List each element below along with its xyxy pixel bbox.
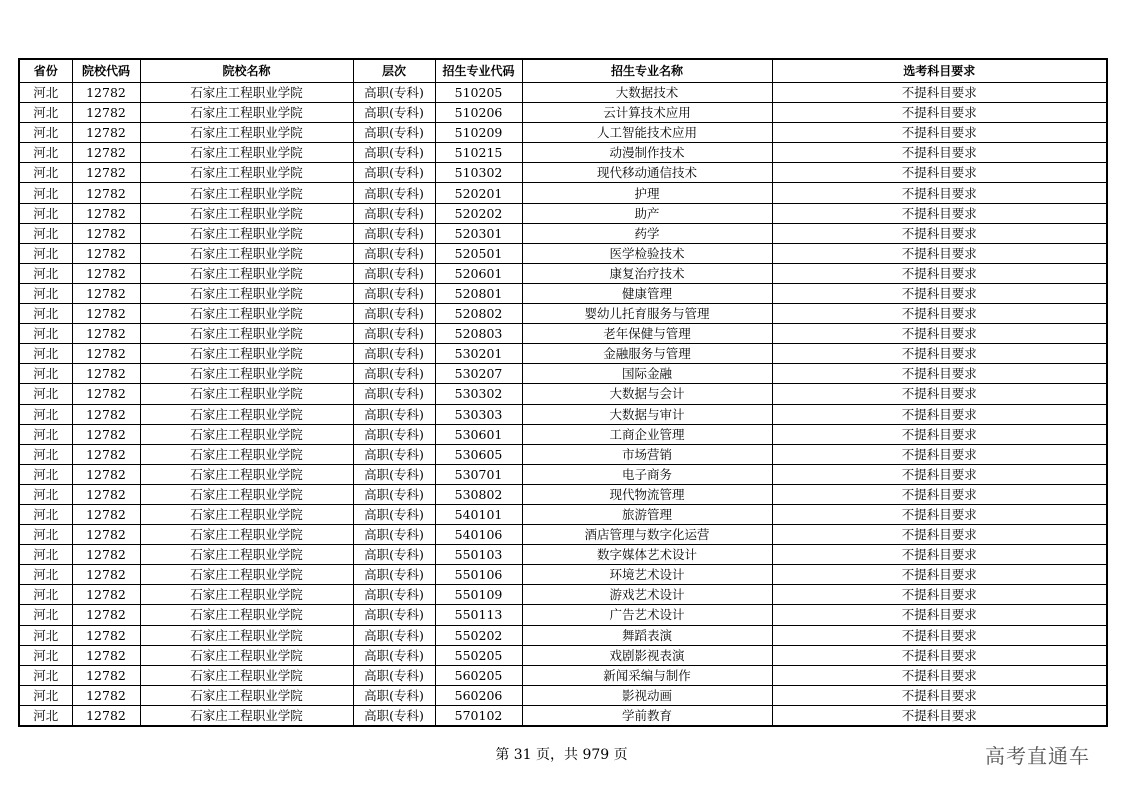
cell-subject-requirement: 不提科目要求 bbox=[772, 665, 1107, 685]
cell-level: 高职(专科) bbox=[353, 444, 435, 464]
cell-major-code: 550109 bbox=[435, 585, 522, 605]
cell-school-name: 石家庄工程职业学院 bbox=[140, 143, 353, 163]
cell-major-name: 影视动画 bbox=[522, 685, 772, 705]
cell-school-name: 石家庄工程职业学院 bbox=[140, 183, 353, 203]
cell-major-name: 健康管理 bbox=[522, 283, 772, 303]
cell-major-code: 510302 bbox=[435, 163, 522, 183]
cell-major-code: 520803 bbox=[435, 324, 522, 344]
cell-level: 高职(专科) bbox=[353, 384, 435, 404]
table-row bbox=[19, 424, 1107, 444]
cell-school-name: 石家庄工程职业学院 bbox=[140, 484, 353, 504]
cell-province: 河北 bbox=[19, 705, 72, 726]
cell-level: 高职(专科) bbox=[353, 645, 435, 665]
cell-subject-requirement: 不提科目要求 bbox=[772, 565, 1107, 585]
cell-level: 高职(专科) bbox=[353, 705, 435, 726]
cell-subject-requirement: 不提科目要求 bbox=[772, 283, 1107, 303]
cell-major-code: 510205 bbox=[435, 83, 522, 103]
cell-subject-requirement: 不提科目要求 bbox=[772, 645, 1107, 665]
cell-subject-requirement: 不提科目要求 bbox=[772, 484, 1107, 504]
table-row bbox=[19, 384, 1107, 404]
cell-level: 高职(专科) bbox=[353, 565, 435, 585]
cell-school-name: 石家庄工程职业学院 bbox=[140, 263, 353, 283]
cell-major-code: 520301 bbox=[435, 223, 522, 243]
cell-school-name: 石家庄工程职业学院 bbox=[140, 444, 353, 464]
cell-subject-requirement: 不提科目要求 bbox=[772, 444, 1107, 464]
cell-school-name: 石家庄工程职业学院 bbox=[140, 384, 353, 404]
cell-subject-requirement: 不提科目要求 bbox=[772, 223, 1107, 243]
cell-province: 河北 bbox=[19, 123, 72, 143]
cell-school-code: 12782 bbox=[72, 625, 140, 645]
cell-school-name: 石家庄工程职业学院 bbox=[140, 163, 353, 183]
table-row bbox=[19, 665, 1107, 685]
cell-major-name: 电子商务 bbox=[522, 464, 772, 484]
table-header-row bbox=[19, 59, 1107, 83]
cell-province: 河北 bbox=[19, 525, 72, 545]
cell-school-name: 石家庄工程职业学院 bbox=[140, 283, 353, 303]
cell-school-name: 石家庄工程职业学院 bbox=[140, 605, 353, 625]
cell-subject-requirement: 不提科目要求 bbox=[772, 384, 1107, 404]
cell-major-name: 动漫制作技术 bbox=[522, 143, 772, 163]
cell-level: 高职(专科) bbox=[353, 585, 435, 605]
cell-province: 河北 bbox=[19, 484, 72, 504]
cell-school-code: 12782 bbox=[72, 645, 140, 665]
cell-level: 高职(专科) bbox=[353, 545, 435, 565]
cell-major-name: 旅游管理 bbox=[522, 504, 772, 524]
cell-province: 河北 bbox=[19, 404, 72, 424]
cell-province: 河北 bbox=[19, 263, 72, 283]
cell-level: 高职(专科) bbox=[353, 685, 435, 705]
cell-level: 高职(专科) bbox=[353, 324, 435, 344]
cell-school-name: 石家庄工程职业学院 bbox=[140, 585, 353, 605]
cell-province: 河北 bbox=[19, 304, 72, 324]
cell-school-name: 石家庄工程职业学院 bbox=[140, 625, 353, 645]
cell-subject-requirement: 不提科目要求 bbox=[772, 143, 1107, 163]
cell-subject-requirement: 不提科目要求 bbox=[772, 404, 1107, 424]
cell-province: 河北 bbox=[19, 163, 72, 183]
cell-school-name: 石家庄工程职业学院 bbox=[140, 705, 353, 726]
cell-province: 河北 bbox=[19, 605, 72, 625]
cell-school-code: 12782 bbox=[72, 143, 140, 163]
cell-major-code: 530302 bbox=[435, 384, 522, 404]
cell-subject-requirement: 不提科目要求 bbox=[772, 504, 1107, 524]
table-row bbox=[19, 404, 1107, 424]
table-row bbox=[19, 324, 1107, 344]
cell-school-code: 12782 bbox=[72, 163, 140, 183]
cell-province: 河北 bbox=[19, 203, 72, 223]
table-row bbox=[19, 364, 1107, 384]
cell-province: 河北 bbox=[19, 565, 72, 585]
cell-major-name: 酒店管理与数字化运营 bbox=[522, 525, 772, 545]
cell-level: 高职(专科) bbox=[353, 243, 435, 263]
cell-school-code: 12782 bbox=[72, 103, 140, 123]
cell-province: 河北 bbox=[19, 243, 72, 263]
cell-school-name: 石家庄工程职业学院 bbox=[140, 304, 353, 324]
cell-level: 高职(专科) bbox=[353, 525, 435, 545]
cell-school-name: 石家庄工程职业学院 bbox=[140, 243, 353, 263]
table-row bbox=[19, 705, 1107, 726]
cell-province: 河北 bbox=[19, 665, 72, 685]
cell-school-code: 12782 bbox=[72, 344, 140, 364]
cell-major-code: 530701 bbox=[435, 464, 522, 484]
cell-subject-requirement: 不提科目要求 bbox=[772, 203, 1107, 223]
cell-subject-requirement: 不提科目要求 bbox=[772, 525, 1107, 545]
cell-level: 高职(专科) bbox=[353, 203, 435, 223]
cell-province: 河北 bbox=[19, 685, 72, 705]
cell-level: 高职(专科) bbox=[353, 223, 435, 243]
cell-province: 河北 bbox=[19, 504, 72, 524]
table-row bbox=[19, 645, 1107, 665]
cell-school-code: 12782 bbox=[72, 525, 140, 545]
header-province: 省份 bbox=[19, 59, 72, 83]
cell-major-name: 广告艺术设计 bbox=[522, 605, 772, 625]
cell-major-code: 550113 bbox=[435, 605, 522, 625]
header-major-code: 招生专业代码 bbox=[435, 59, 522, 83]
cell-school-name: 石家庄工程职业学院 bbox=[140, 504, 353, 524]
table-row bbox=[19, 464, 1107, 484]
cell-subject-requirement: 不提科目要求 bbox=[772, 183, 1107, 203]
cell-subject-requirement: 不提科目要求 bbox=[772, 464, 1107, 484]
table-row bbox=[19, 304, 1107, 324]
cell-school-name: 石家庄工程职业学院 bbox=[140, 464, 353, 484]
cell-subject-requirement: 不提科目要求 bbox=[772, 364, 1107, 384]
cell-major-code: 550202 bbox=[435, 625, 522, 645]
page-number: 第 31 页，共 979 页 bbox=[495, 747, 628, 763]
cell-school-name: 石家庄工程职业学院 bbox=[140, 344, 353, 364]
cell-major-code: 570102 bbox=[435, 705, 522, 726]
cell-major-code: 520802 bbox=[435, 304, 522, 324]
cell-school-code: 12782 bbox=[72, 183, 140, 203]
cell-province: 河北 bbox=[19, 143, 72, 163]
cell-level: 高职(专科) bbox=[353, 263, 435, 283]
cell-school-code: 12782 bbox=[72, 585, 140, 605]
cell-province: 河北 bbox=[19, 83, 72, 103]
cell-major-code: 550205 bbox=[435, 645, 522, 665]
cell-province: 河北 bbox=[19, 324, 72, 344]
cell-province: 河北 bbox=[19, 283, 72, 303]
table-row bbox=[19, 605, 1107, 625]
cell-province: 河北 bbox=[19, 545, 72, 565]
cell-major-code: 520202 bbox=[435, 203, 522, 223]
cell-school-code: 12782 bbox=[72, 545, 140, 565]
cell-subject-requirement: 不提科目要求 bbox=[772, 103, 1107, 123]
cell-level: 高职(专科) bbox=[353, 424, 435, 444]
cell-level: 高职(专科) bbox=[353, 665, 435, 685]
cell-subject-requirement: 不提科目要求 bbox=[772, 123, 1107, 143]
table-row bbox=[19, 685, 1107, 705]
cell-major-code: 550103 bbox=[435, 545, 522, 565]
cell-level: 高职(专科) bbox=[353, 504, 435, 524]
cell-major-code: 560205 bbox=[435, 665, 522, 685]
cell-subject-requirement: 不提科目要求 bbox=[772, 324, 1107, 344]
cell-major-code: 510206 bbox=[435, 103, 522, 123]
cell-major-name: 市场营销 bbox=[522, 444, 772, 464]
table-row bbox=[19, 83, 1107, 103]
cell-subject-requirement: 不提科目要求 bbox=[772, 705, 1107, 726]
cell-major-name: 老年保健与管理 bbox=[522, 324, 772, 344]
cell-major-name: 护理 bbox=[522, 183, 772, 203]
cell-major-code: 520201 bbox=[435, 183, 522, 203]
admission-table bbox=[18, 58, 1108, 727]
cell-school-name: 石家庄工程职业学院 bbox=[140, 565, 353, 585]
cell-school-code: 12782 bbox=[72, 263, 140, 283]
cell-school-code: 12782 bbox=[72, 665, 140, 685]
table-row bbox=[19, 283, 1107, 303]
cell-major-name: 学前教育 bbox=[522, 705, 772, 726]
cell-school-name: 石家庄工程职业学院 bbox=[140, 223, 353, 243]
cell-major-name: 现代移动通信技术 bbox=[522, 163, 772, 183]
cell-level: 高职(专科) bbox=[353, 123, 435, 143]
cell-school-code: 12782 bbox=[72, 705, 140, 726]
table-row bbox=[19, 183, 1107, 203]
cell-school-name: 石家庄工程职业学院 bbox=[140, 203, 353, 223]
cell-level: 高职(专科) bbox=[353, 484, 435, 504]
cell-province: 河北 bbox=[19, 103, 72, 123]
cell-school-code: 12782 bbox=[72, 324, 140, 344]
cell-province: 河北 bbox=[19, 183, 72, 203]
cell-major-code: 540101 bbox=[435, 504, 522, 524]
cell-major-name: 金融服务与管理 bbox=[522, 344, 772, 364]
cell-school-code: 12782 bbox=[72, 444, 140, 464]
cell-school-code: 12782 bbox=[72, 223, 140, 243]
cell-school-code: 12782 bbox=[72, 484, 140, 504]
cell-subject-requirement: 不提科目要求 bbox=[772, 344, 1107, 364]
table-row bbox=[19, 243, 1107, 263]
cell-province: 河北 bbox=[19, 223, 72, 243]
cell-subject-requirement: 不提科目要求 bbox=[772, 585, 1107, 605]
cell-school-name: 石家庄工程职业学院 bbox=[140, 665, 353, 685]
cell-level: 高职(专科) bbox=[353, 163, 435, 183]
cell-major-code: 530802 bbox=[435, 484, 522, 504]
cell-subject-requirement: 不提科目要求 bbox=[772, 163, 1107, 183]
cell-school-code: 12782 bbox=[72, 404, 140, 424]
cell-major-name: 助产 bbox=[522, 203, 772, 223]
table-row bbox=[19, 525, 1107, 545]
header-level: 层次 bbox=[353, 59, 435, 83]
cell-subject-requirement: 不提科目要求 bbox=[772, 625, 1107, 645]
table-row bbox=[19, 344, 1107, 364]
table-row bbox=[19, 625, 1107, 645]
cell-province: 河北 bbox=[19, 464, 72, 484]
cell-school-code: 12782 bbox=[72, 123, 140, 143]
cell-subject-requirement: 不提科目要求 bbox=[772, 83, 1107, 103]
cell-province: 河北 bbox=[19, 424, 72, 444]
header-subject-requirement: 选考科目要求 bbox=[772, 59, 1107, 83]
cell-level: 高职(专科) bbox=[353, 364, 435, 384]
cell-major-name: 工商企业管理 bbox=[522, 424, 772, 444]
cell-province: 河北 bbox=[19, 344, 72, 364]
cell-major-name: 现代物流管理 bbox=[522, 484, 772, 504]
table-row bbox=[19, 123, 1107, 143]
cell-major-name: 大数据技术 bbox=[522, 83, 772, 103]
cell-major-code: 560206 bbox=[435, 685, 522, 705]
table-row bbox=[19, 263, 1107, 283]
cell-subject-requirement: 不提科目要求 bbox=[772, 685, 1107, 705]
cell-major-name: 游戏艺术设计 bbox=[522, 585, 772, 605]
table-body bbox=[19, 83, 1107, 727]
table-row bbox=[19, 203, 1107, 223]
cell-major-name: 云计算技术应用 bbox=[522, 103, 772, 123]
cell-major-code: 520601 bbox=[435, 263, 522, 283]
cell-major-name: 医学检验技术 bbox=[522, 243, 772, 263]
cell-major-code: 510215 bbox=[435, 143, 522, 163]
cell-school-name: 石家庄工程职业学院 bbox=[140, 103, 353, 123]
cell-subject-requirement: 不提科目要求 bbox=[772, 263, 1107, 283]
cell-school-name: 石家庄工程职业学院 bbox=[140, 123, 353, 143]
cell-major-code: 540106 bbox=[435, 525, 522, 545]
cell-level: 高职(专科) bbox=[353, 83, 435, 103]
cell-major-name: 戏剧影视表演 bbox=[522, 645, 772, 665]
watermark-logo-text: 高考直通车 bbox=[985, 744, 1090, 768]
cell-school-code: 12782 bbox=[72, 504, 140, 524]
cell-subject-requirement: 不提科目要求 bbox=[772, 605, 1107, 625]
cell-subject-requirement: 不提科目要求 bbox=[772, 243, 1107, 263]
cell-major-code: 510209 bbox=[435, 123, 522, 143]
cell-major-name: 婴幼儿托育服务与管理 bbox=[522, 304, 772, 324]
cell-school-name: 石家庄工程职业学院 bbox=[140, 324, 353, 344]
cell-major-code: 530605 bbox=[435, 444, 522, 464]
cell-major-name: 康复治疗技术 bbox=[522, 263, 772, 283]
table-row bbox=[19, 545, 1107, 565]
cell-province: 河北 bbox=[19, 444, 72, 464]
cell-school-code: 12782 bbox=[72, 605, 140, 625]
cell-school-name: 石家庄工程职业学院 bbox=[140, 364, 353, 384]
cell-province: 河北 bbox=[19, 645, 72, 665]
cell-major-code: 530201 bbox=[435, 344, 522, 364]
table-row bbox=[19, 484, 1107, 504]
cell-school-name: 石家庄工程职业学院 bbox=[140, 525, 353, 545]
cell-level: 高职(专科) bbox=[353, 344, 435, 364]
cell-subject-requirement: 不提科目要求 bbox=[772, 545, 1107, 565]
cell-level: 高职(专科) bbox=[353, 304, 435, 324]
table-row bbox=[19, 163, 1107, 183]
cell-province: 河北 bbox=[19, 625, 72, 645]
cell-school-name: 石家庄工程职业学院 bbox=[140, 404, 353, 424]
cell-school-code: 12782 bbox=[72, 243, 140, 263]
cell-major-name: 大数据与会计 bbox=[522, 384, 772, 404]
cell-level: 高职(专科) bbox=[353, 283, 435, 303]
table-row bbox=[19, 444, 1107, 464]
cell-major-code: 520801 bbox=[435, 283, 522, 303]
cell-subject-requirement: 不提科目要求 bbox=[772, 304, 1107, 324]
cell-major-name: 人工智能技术应用 bbox=[522, 123, 772, 143]
cell-province: 河北 bbox=[19, 364, 72, 384]
cell-level: 高职(专科) bbox=[353, 404, 435, 424]
cell-school-code: 12782 bbox=[72, 83, 140, 103]
table-row bbox=[19, 103, 1107, 123]
cell-subject-requirement: 不提科目要求 bbox=[772, 424, 1107, 444]
cell-school-name: 石家庄工程职业学院 bbox=[140, 645, 353, 665]
cell-major-name: 药学 bbox=[522, 223, 772, 243]
cell-school-name: 石家庄工程职业学院 bbox=[140, 685, 353, 705]
cell-major-name: 大数据与审计 bbox=[522, 404, 772, 424]
table-row bbox=[19, 223, 1107, 243]
cell-school-name: 石家庄工程职业学院 bbox=[140, 545, 353, 565]
cell-school-code: 12782 bbox=[72, 304, 140, 324]
cell-major-code: 530601 bbox=[435, 424, 522, 444]
header-major-name: 招生专业名称 bbox=[522, 59, 772, 83]
cell-school-name: 石家庄工程职业学院 bbox=[140, 424, 353, 444]
cell-school-code: 12782 bbox=[72, 203, 140, 223]
cell-major-name: 舞蹈表演 bbox=[522, 625, 772, 645]
cell-school-code: 12782 bbox=[72, 565, 140, 585]
header-school-code: 院校代码 bbox=[72, 59, 140, 83]
cell-level: 高职(专科) bbox=[353, 143, 435, 163]
cell-major-name: 环境艺术设计 bbox=[522, 565, 772, 585]
cell-school-code: 12782 bbox=[72, 424, 140, 444]
cell-major-name: 新闻采编与制作 bbox=[522, 665, 772, 685]
cell-major-code: 550106 bbox=[435, 565, 522, 585]
cell-level: 高职(专科) bbox=[353, 464, 435, 484]
table-row bbox=[19, 504, 1107, 524]
table-row bbox=[19, 143, 1107, 163]
cell-level: 高职(专科) bbox=[353, 625, 435, 645]
cell-school-code: 12782 bbox=[72, 364, 140, 384]
cell-level: 高职(专科) bbox=[353, 605, 435, 625]
table-row bbox=[19, 585, 1107, 605]
table-row bbox=[19, 565, 1107, 585]
cell-province: 河北 bbox=[19, 585, 72, 605]
cell-level: 高职(专科) bbox=[353, 183, 435, 203]
cell-major-name: 国际金融 bbox=[522, 364, 772, 384]
cell-province: 河北 bbox=[19, 384, 72, 404]
cell-school-code: 12782 bbox=[72, 685, 140, 705]
header-school-name: 院校名称 bbox=[140, 59, 353, 83]
cell-major-code: 520501 bbox=[435, 243, 522, 263]
cell-level: 高职(专科) bbox=[353, 103, 435, 123]
cell-school-name: 石家庄工程职业学院 bbox=[140, 83, 353, 103]
cell-school-code: 12782 bbox=[72, 464, 140, 484]
cell-major-code: 530303 bbox=[435, 404, 522, 424]
cell-major-name: 数字媒体艺术设计 bbox=[522, 545, 772, 565]
cell-school-code: 12782 bbox=[72, 384, 140, 404]
cell-major-code: 530207 bbox=[435, 364, 522, 384]
cell-school-code: 12782 bbox=[72, 283, 140, 303]
